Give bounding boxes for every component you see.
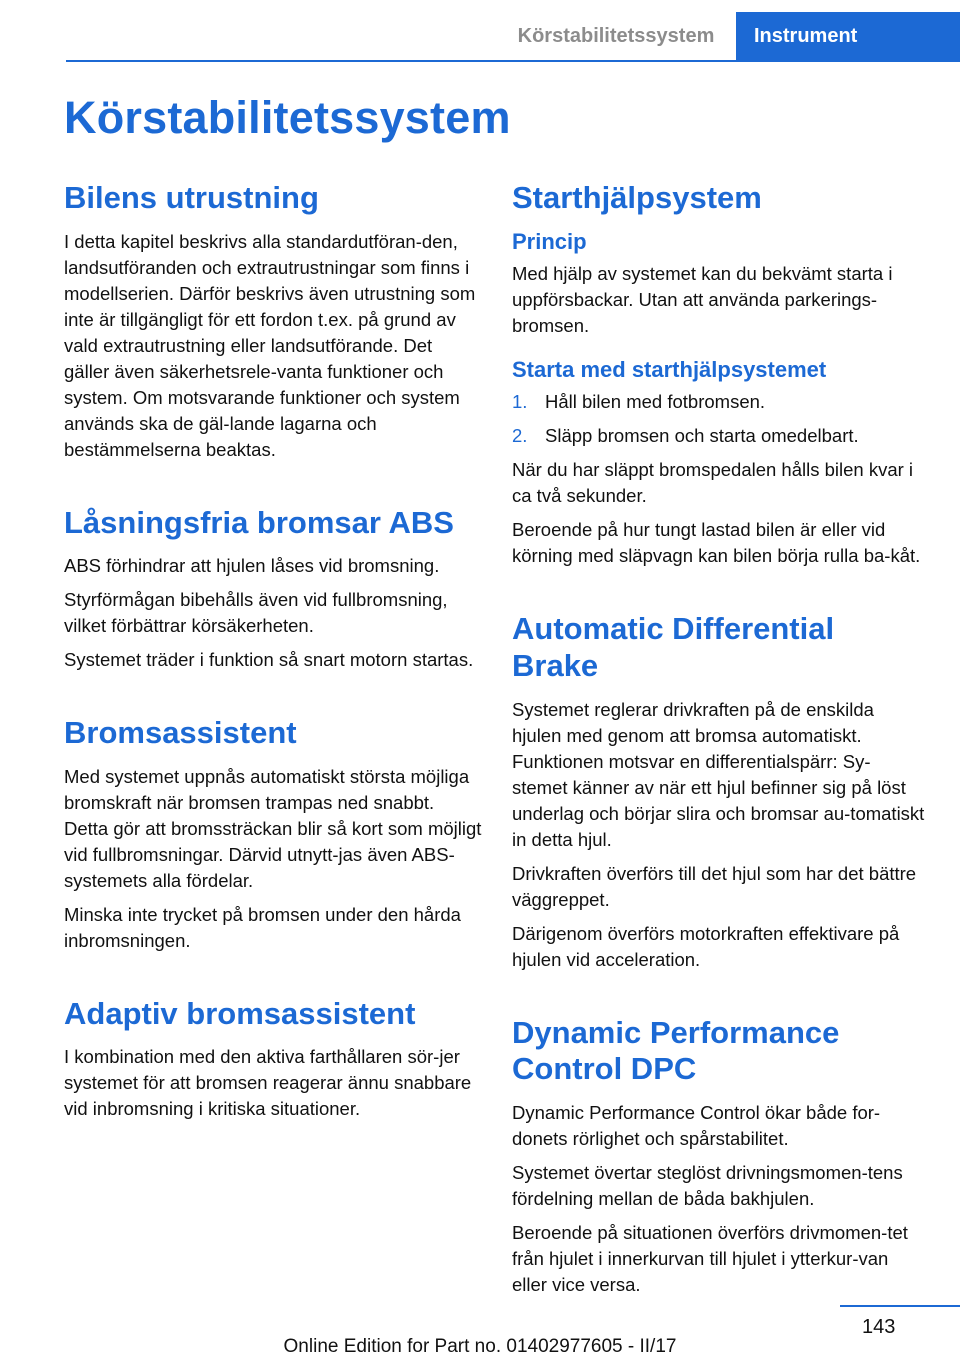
step-number: 2. <box>512 425 528 447</box>
footer-rule <box>840 1305 960 1307</box>
paragraph: Systemet träder i funktion så snart motorn startas. <box>64 649 474 671</box>
left-column <box>64 180 482 1130</box>
section-hill-start <box>512 180 926 569</box>
paragraph: Med hjälp av systemet kan du bekvämt starta i uppförsbackar. Utan att använda parkerings-bromsen. <box>512 262 893 336</box>
paragraph: Med systemet uppnås automatiskt största möjliga bromskraft när bromsen trampas ned snabbt. Detta gör att bromssträckan blir så kort som möjligt vid fullbromsningar. Därvid utnytt-jas även ABS-systemets alla fördelar. <box>64 765 482 891</box>
paragraph: Därigenom överförs motorkraften effektivare på hjulen vid acceleration. <box>512 922 900 970</box>
page-number: 143 <box>862 1316 896 1338</box>
section-brake-assist <box>64 715 482 954</box>
paragraph: Minska inte trycket på bromsen under den hårda inbromsningen. <box>64 903 461 951</box>
paragraph: Drivkraften överförs till det hjul som har det bättre väggreppet. <box>512 862 917 910</box>
right-column <box>512 180 926 1306</box>
step-number: 1. <box>512 391 528 413</box>
paragraph: Styrförmågan bibehålls även vid fullbromsning, vilket förbättrar körsäkerheten. <box>64 589 448 637</box>
section-heading: Bromsassistent <box>64 715 297 751</box>
steps-list <box>512 389 926 449</box>
section-heading: Låsningsfria bromsar ABS <box>64 504 454 540</box>
paragraph: Systemet reglerar drivkraften på de enskilda hjulen med genom att bromsa automatiskt. Funktionen motsvar en differentialspärr: Sy-stemet känner av när ett hjul befinner sig på löst underlag och börjar slira och bromsar au-tomatiskt in detta hjul. <box>512 698 925 850</box>
header-rule <box>66 60 960 62</box>
edition-note: Online Edition for Part no. 01402977605 - II/17 <box>283 1336 677 1357</box>
section-heading: Bilens utrustning <box>64 180 319 215</box>
section-heading: Automatic Differential Brake <box>512 611 835 683</box>
page-header <box>0 0 960 62</box>
paragraph: Beroende på hur tungt lastad bilen är eller vid körning med släpvagn kan bilen börja rulla ba-kåt. <box>512 519 921 567</box>
paragraph: ABS förhindrar att hjulen låses vid bromsning. <box>64 555 440 577</box>
step-text: Håll bilen med fotbromsen. <box>545 391 766 413</box>
section-heading: Starthjälpsystem <box>512 180 762 215</box>
paragraph: Dynamic Performance Control ökar både for-donets rörlighet och spårstabilitet. <box>512 1101 881 1149</box>
subsection-heading: Starta med starthjälpsystemet <box>512 356 827 382</box>
header-chapter-tab: Instrument <box>736 12 960 60</box>
subsection-heading: Princip <box>512 228 587 254</box>
paragraph: I kombination med den aktiva farthållaren sör-jer systemet för att bromsen reagerar ännu snabbare vid inbromsning i kritiska situationer. <box>64 1046 472 1120</box>
paragraph: När du har släppt bromspedalen hålls bilen kvar i ca två sekunder. <box>512 459 914 507</box>
section-adaptive-brake-assist <box>64 996 482 1123</box>
page-title: Körstabilitetssystem <box>64 92 511 143</box>
section-abs <box>64 505 482 674</box>
step-text: Släpp bromsen och starta omedelbart. <box>545 425 859 447</box>
section-equipment <box>64 180 482 463</box>
list-item <box>512 389 926 415</box>
section-heading: Dynamic Performance Control DPC <box>512 1014 840 1087</box>
section-dpc <box>512 1015 926 1298</box>
paragraph: Systemet övertar steglöst drivningsmomen-tens fördelning mellan de båda bakhjulen. <box>512 1161 903 1209</box>
list-item <box>512 423 926 449</box>
paragraph: I detta kapitel beskrivs alla standardutföran-den, landsutföranden och extrautrustningar som finns i modellserien. Därför beskrivs även utrustning som inte är tillgängligt för ett fordon t.ex. på grund av vald extrautrustning eller landsutförande. Det gäller även säkerhetsrele-vanta funktioner och system. Om motsvarande funktioner och system används ska de gäl-lande lagarna och bestämmelserna beaktas. <box>64 230 476 460</box>
section-heading: Adaptiv bromsassistent <box>64 995 416 1031</box>
header-section-label: Körstabilitetssystem <box>517 24 715 47</box>
section-automatic-differential-brake <box>512 611 926 972</box>
paragraph: Beroende på situationen överförs drivmomen-tet från hjulet i innerkurvan till hjulet i ytterkur-van eller vice versa. <box>512 1221 908 1295</box>
